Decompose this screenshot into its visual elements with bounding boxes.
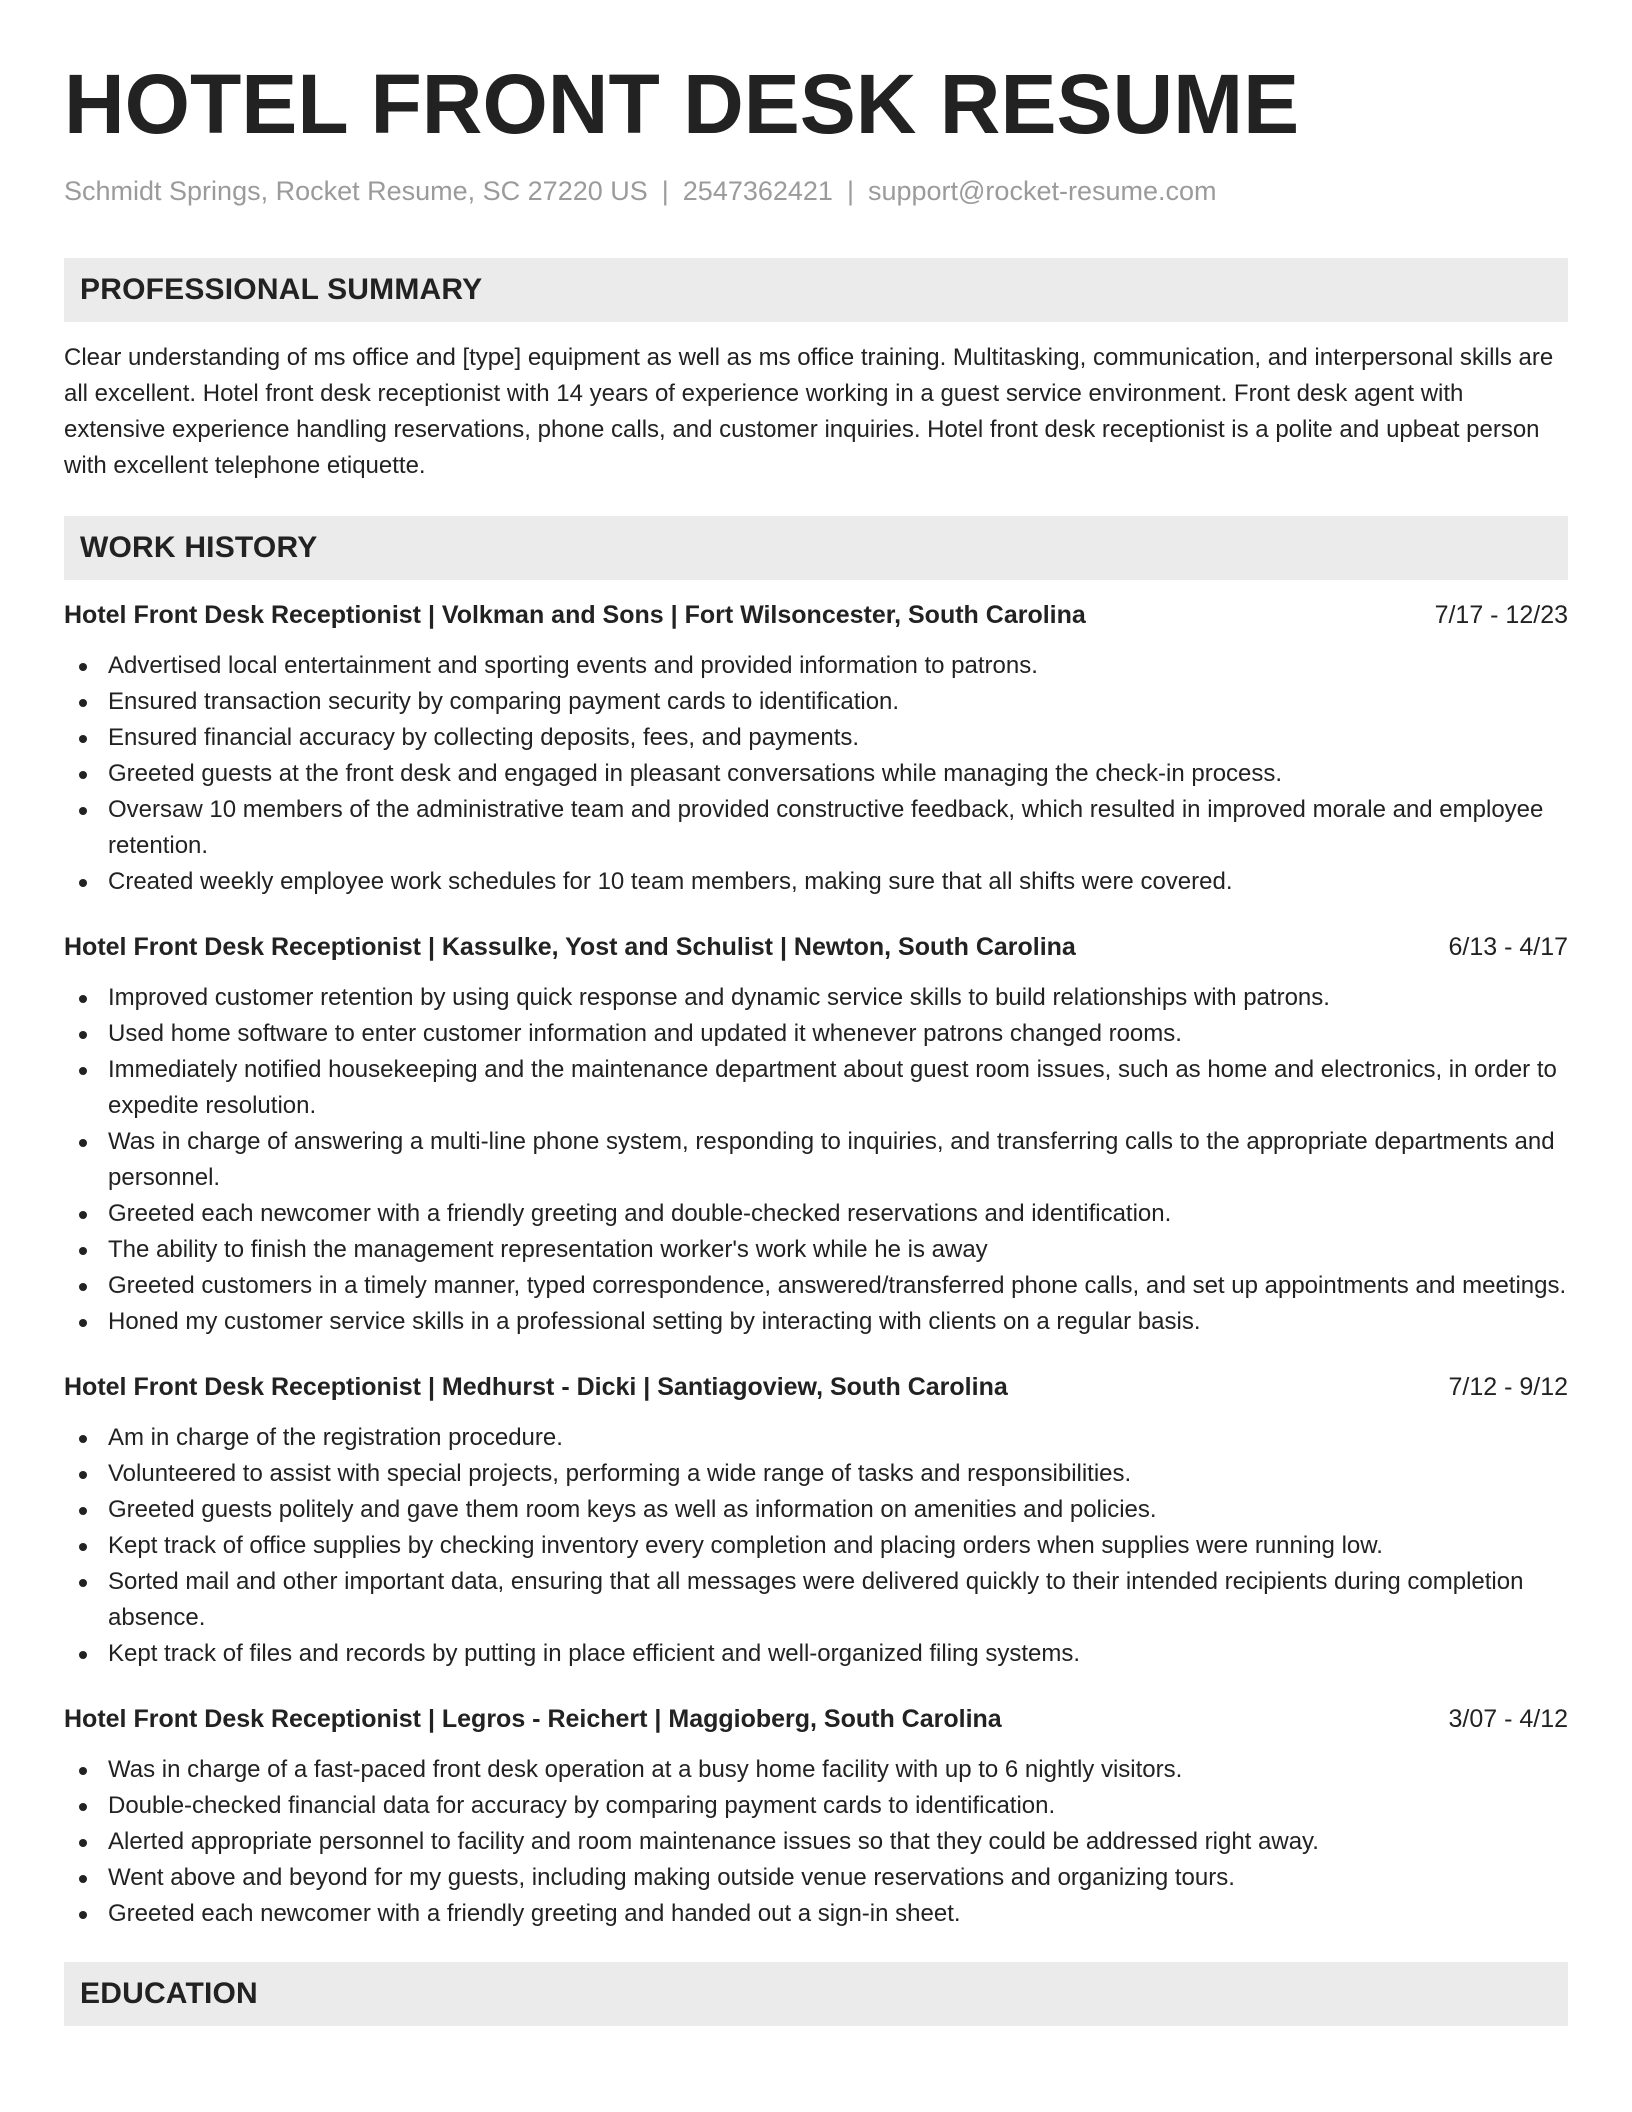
bullet-item: Ensured financial accuracy by collecting deposits, fees, and payments.	[64, 720, 1568, 756]
job-entry	[64, 1702, 1568, 1932]
job-dates: 7/12 - 9/12	[1448, 1373, 1568, 1401]
work-history-header	[64, 516, 1568, 580]
bullet-item: Sorted mail and other important data, ensuring that all messages were delivered quickly to their intended recipients during completion absence.	[64, 1564, 1568, 1636]
job-header	[64, 598, 1568, 632]
job-bullets	[64, 648, 1568, 900]
bullet-item: Greeted each newcomer with a friendly greeting and double-checked reservations and identification.	[64, 1196, 1568, 1232]
work-history-heading: WORK HISTORY	[80, 531, 318, 564]
job-title: Hotel Front Desk Receptionist | Kassulke, Yost and Schulist | Newton, South Carolina	[64, 933, 1076, 961]
bullet-item: Improved customer retention by using quick response and dynamic service skills to build relationships with patrons.	[64, 980, 1568, 1016]
bullet-item: Used home software to enter customer information and updated it whenever patrons changed rooms.	[64, 1016, 1568, 1052]
job-dates: 6/13 - 4/17	[1448, 933, 1568, 961]
education-section	[64, 1962, 1568, 2026]
summary-header	[64, 258, 1568, 322]
bullet-item: Oversaw 10 members of the administrative team and provided constructive feedback, which resulted in improved morale and employee retention.	[64, 792, 1568, 864]
contact-email: support@rocket-resume.com	[867, 176, 1217, 206]
contact-address: Schmidt Springs, Rocket Resume, SC 27220 US	[64, 176, 648, 206]
bullet-item: Double-checked financial data for accuracy by comparing payment cards to identification.	[64, 1788, 1568, 1824]
bullet-item: Kept track of files and records by putting in place efficient and well-organized filing systems.	[64, 1636, 1568, 1672]
bullet-item: Alerted appropriate personnel to facility and room maintenance issues so that they could be addressed right away.	[64, 1824, 1568, 1860]
contact-separator: |	[846, 176, 854, 206]
job-entry	[64, 1370, 1568, 1672]
bullet-item: Kept track of office supplies by checking inventory every completion and placing orders when supplies were running low.	[64, 1528, 1568, 1564]
job-header	[64, 930, 1568, 964]
bullet-item: Was in charge of a fast-paced front desk operation at a busy home facility with up to 6 nightly visitors.	[64, 1752, 1568, 1788]
job-bullets	[64, 1752, 1568, 1932]
bullet-item: Volunteered to assist with special projects, performing a wide range of tasks and responsibilities.	[64, 1456, 1568, 1492]
job-title: Hotel Front Desk Receptionist | Medhurst - Dicki | Santiagoview, South Carolina	[64, 1373, 1008, 1401]
bullet-item: Created weekly employee work schedules for 10 team members, making sure that all shifts were covered.	[64, 864, 1568, 900]
job-header	[64, 1702, 1568, 1736]
bullet-item: Greeted guests politely and gave them room keys as well as information on amenities and policies.	[64, 1492, 1568, 1528]
contact-phone: 2547362421	[682, 176, 833, 206]
contact-line	[64, 174, 1568, 208]
bullet-item: The ability to finish the management representation worker's work while he is away	[64, 1232, 1568, 1268]
job-header	[64, 1370, 1568, 1404]
bullet-item: Greeted guests at the front desk and engaged in pleasant conversations while managing the check-in process.	[64, 756, 1568, 792]
job-bullets	[64, 1420, 1568, 1672]
bullet-item: Am in charge of the registration procedure.	[64, 1420, 1568, 1456]
bullet-item: Went above and beyond for my guests, including making outside venue reservations and organizing tours.	[64, 1860, 1568, 1896]
bullet-item: Immediately notified housekeeping and the maintenance department about guest room issues, such as home and electronics, in order to expedite resolution.	[64, 1052, 1568, 1124]
summary-text: Clear understanding of ms office and [type] equipment as well as ms office training. Multitasking, communication, and interpersonal skills are all excellent. Hotel front desk receptionist with 14 years of experience working in a guest service environment. Front desk agent with extensive experience handling reservations, phone calls, and customer inquiries. Hotel front desk receptionist is a polite and upbeat person with excellent telephone etiquette.	[64, 344, 1554, 479]
job-dates: 7/17 - 12/23	[1434, 601, 1568, 629]
job-title: Hotel Front Desk Receptionist | Legros - Reichert | Maggioberg, South Carolina	[64, 1705, 1002, 1733]
education-header	[64, 1962, 1568, 2026]
resume-title: HOTEL FRONT DESK RESUME	[64, 57, 1300, 151]
summary-section	[64, 258, 1568, 484]
summary-heading: PROFESSIONAL SUMMARY	[80, 273, 483, 306]
bullet-item: Greeted each newcomer with a friendly greeting and handed out a sign-in sheet.	[64, 1896, 1568, 1932]
bullet-item: Ensured transaction security by comparing payment cards to identification.	[64, 684, 1568, 720]
bullet-item: Advertised local entertainment and sporting events and provided information to patrons.	[64, 648, 1568, 684]
job-entry	[64, 598, 1568, 900]
contact-separator: |	[661, 176, 669, 206]
job-entry	[64, 930, 1568, 1340]
work-history-section	[64, 516, 1568, 1932]
bullet-item: Was in charge of answering a multi-line phone system, responding to inquiries, and transferring calls to the appropriate departments and personnel.	[64, 1124, 1568, 1196]
job-bullets	[64, 980, 1568, 1340]
bullet-item: Greeted customers in a timely manner, typed correspondence, answered/transferred phone calls, and set up appointments and meetings.	[64, 1268, 1568, 1304]
job-dates: 3/07 - 4/12	[1448, 1705, 1568, 1733]
bullet-item: Honed my customer service skills in a professional setting by interacting with clients on a regular basis.	[64, 1304, 1568, 1340]
job-title: Hotel Front Desk Receptionist | Volkman and Sons | Fort Wilsoncester, South Carolina	[64, 601, 1086, 629]
education-heading: EDUCATION	[80, 1977, 258, 2010]
